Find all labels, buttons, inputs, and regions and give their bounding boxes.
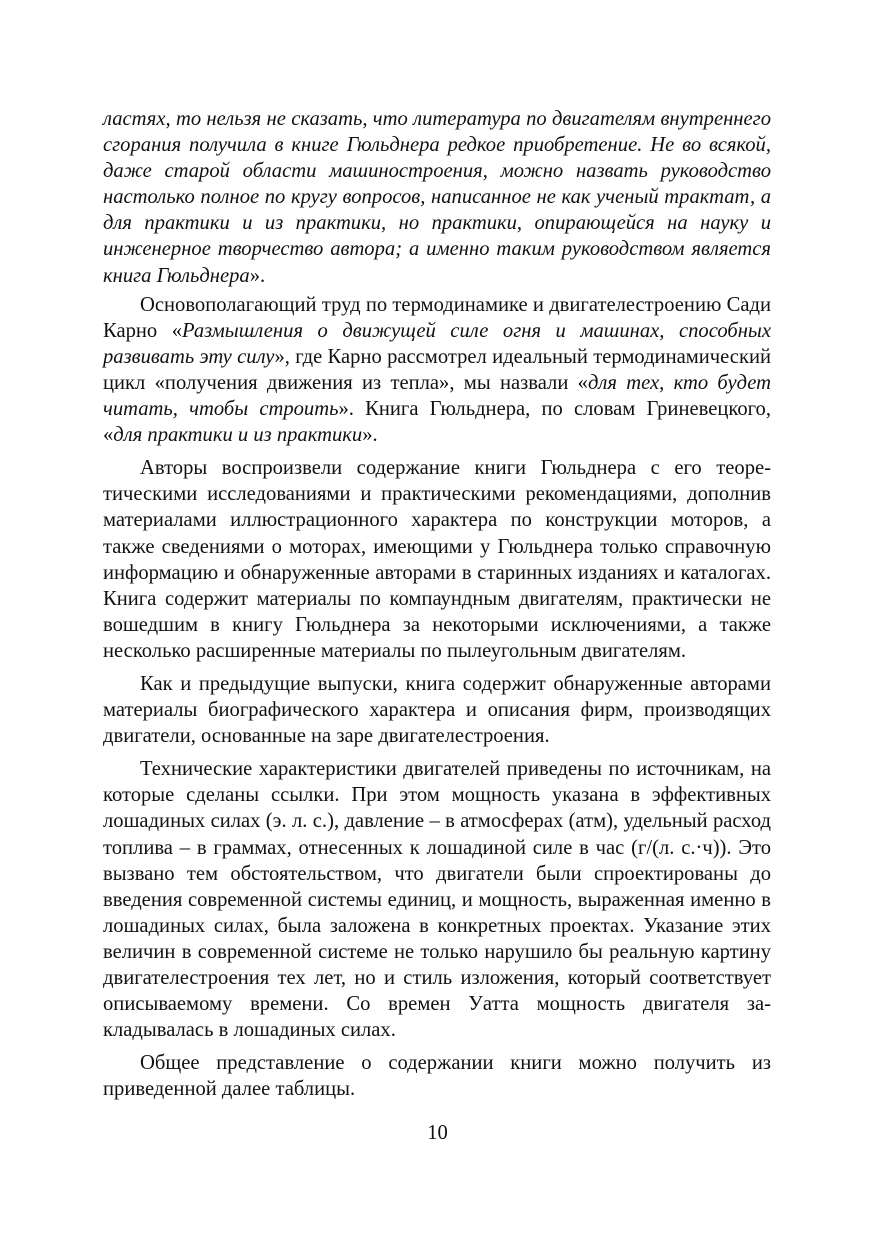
italic-quote-text: ластях, то нельзя не сказать, что литература по двигателям внутреннего сгорания получила в книге Гюльднера редкое приобретение. Не во всякой, даже старой области машиностроения, можно назвать руководство настолько полное по кругу вопросов, написанное не как ученый трактат, а для практики и из практики, но практики, опирающейся на науку и инженерное творчество автора; а именно таким руководством является книга Гюльднера [103, 108, 771, 287]
carnot-text-2: », где Карно рассмотрел идеальный термодинамический цикл «получения движения из тепла», мы назвали « [103, 345, 771, 394]
paragraph-carnot [103, 292, 771, 449]
carnot-text-3: ». Книга Гюльднера, по словам Гриневецкого, « [103, 398, 772, 447]
paragraph-technical-characteristics: Технические характеристики двигателей приведены по источникам, на которые сделаны ссылки. При этом мощность указана в эффективных лошадиных силах (э. л. с.), давление – в атмосферах (атм), удельный расход топлива – в граммах, отнесенных к лошадиной силе в час (г/(л. с.·ч)). Это вызвано тем обстоятельством, что двигатели были спроектированы до введения современной системы единиц, и мощность, выраженная именно в лошадиных силах, была заложена в конкретных проектах. Указание этих величин в современной системе не только нарушило бы реальную картину двигателестроения тех лет, но и стиль изложения, который соответствует описываемому времени. Со времен Уатта мощность двигателя закладывалась в лошадиных силах. [103, 758, 771, 1042]
paragraph-authors: Авторы воспроизвели содержание книги Гюльднера с его теоретическими исследованиями и практическими рекомендациями, дополнив материалами иллюстрационного характера по конструкции моторов, а также сведениями о моторах, имеющими у Гюльднера только справочную информацию и обнаруженные авторами в старинных изданиях и каталогах. Книга содержит материалы по компаундным двигателям, практически не вошедшим в книгу Гюльднера за некоторыми исключениями, а также несколько расширенные материалы по пылеугольным двигателям. [103, 457, 771, 662]
page-body [103, 106, 771, 1102]
page-number: 10 [427, 1122, 448, 1144]
carnot-title-italic: Размышления о движущей силе огня и машинах, способных развивать эту силу [103, 319, 772, 368]
paragraph-quote-continuation [103, 106, 771, 289]
carnot-quote-italic: для тех, кто будет читать, чтобы строить [103, 371, 771, 421]
carnot-text-4: ». [362, 424, 378, 447]
paragraph-table-intro: Общее представление о содержании книги можно получить из приведенной далее таблицы. [103, 1052, 771, 1101]
quote-close: ». [249, 264, 266, 287]
grinevetsky-quote-italic: для практики и из практики [113, 424, 363, 447]
paragraph-previous-issues: Как и предыдущие выпуски, книга содержит обнаруженные авторами материалы биографического характера и описания фирм, производящих двигатели, основанные на заре двигателестроения. [103, 672, 771, 748]
carnot-text-1: Основополагающий труд по термодинамике и двигателестроению Сади Карно « [103, 293, 771, 342]
